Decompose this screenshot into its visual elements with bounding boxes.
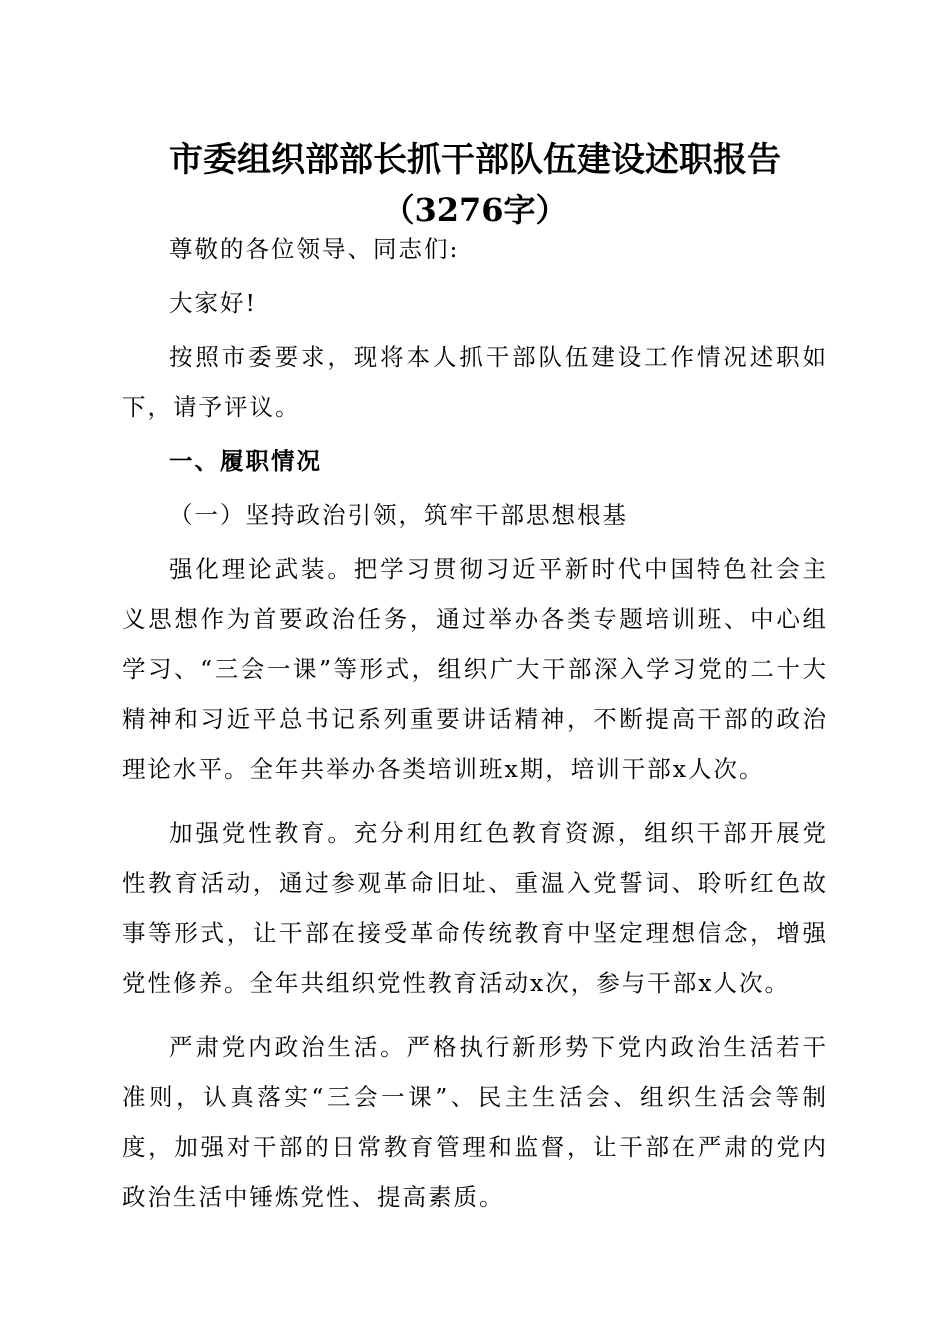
document-title: 市委组织部部长抓干部队伍建设述职报告: [169, 140, 781, 180]
paragraph-theory: 强化理论武装。把学习贯彻习近平新时代中国特色社会主义思想作为首要政治任务，通过举办各类专题培训班、中心组学习、“三会一课”等形式，组织广大干部深入学习党的二十大精神和习近平总书记系列重要讲话精神，不断提高干部的政治理论水平。全年共举办各类培训班x期，培训干部x人次。: [122, 555, 828, 783]
section-heading: 一、履职情况: [169, 447, 322, 475]
salutation: 尊敬的各位领导、同志们:: [169, 235, 460, 263]
paragraph-party-education: 加强党性教育。充分利用红色教育资源，组织干部开展党性教育活动，通过参观革命旧址、重温入党誓词、聆听红色故事等形式，让干部在接受革命传统教育中坚定理想信念，增强党性修养。全年共组织党性教育活动x次，参与干部x人次。: [122, 819, 828, 997]
document-body: [122, 224, 828, 1222]
greeting: 大家好!: [169, 289, 257, 317]
document-subtitle: （3276字）: [382, 191, 568, 229]
paragraph-political-life: 严肃党内政治生活。严格执行新形势下党内政治生活若干准则，认真落实“三会一课”、民主生活会、组织生活会等制度，加强对干部的日常教育管理和监督，让干部在严肃的党内政治生活中锤炼党性、提高素质。: [122, 1033, 828, 1211]
subsection-heading: （一）坚持政治引领，筑牢干部思想根基: [169, 501, 628, 529]
intro-paragraph: 按照市委要求，现将本人抓干部队伍建设工作情况述职如下，请予评议。: [122, 343, 828, 421]
